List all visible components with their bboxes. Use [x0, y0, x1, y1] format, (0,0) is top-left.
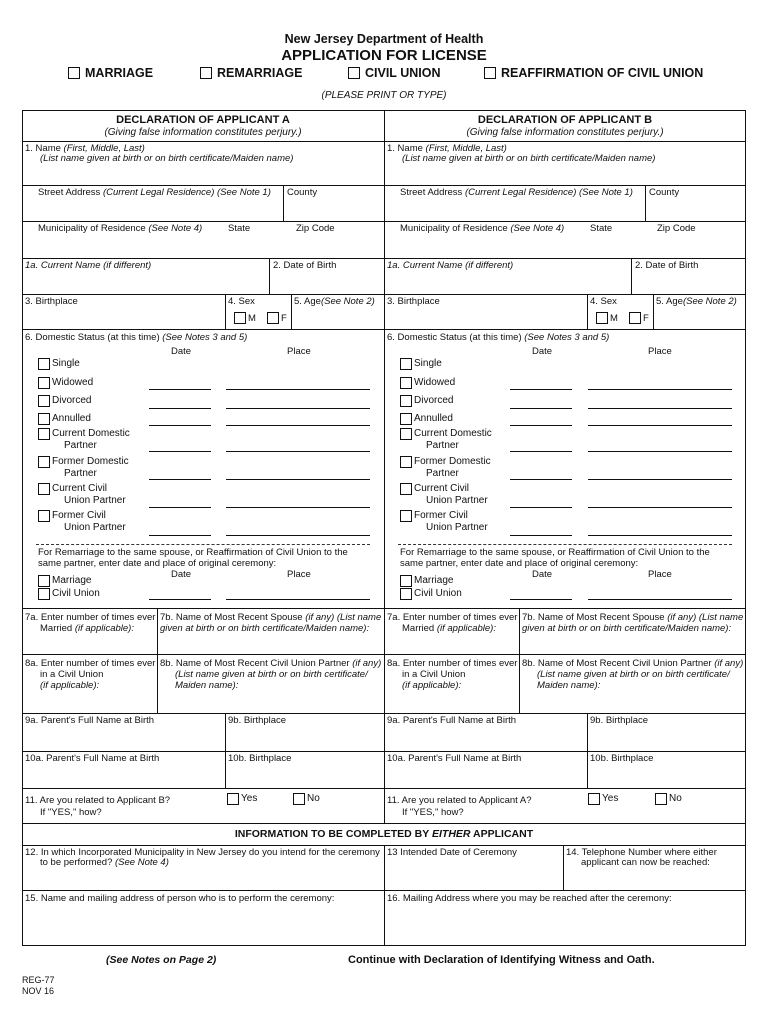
- a-status-checkbox[interactable]: [38, 483, 50, 495]
- b-status-checkbox[interactable]: [400, 377, 412, 389]
- a-status-annulled[interactable]: [38, 413, 91, 425]
- a-q7a-1: 7a. Enter number of times ever: [25, 612, 156, 623]
- b-remarriage-note2: same partner, enter date and place of original ceremony:: [400, 558, 639, 569]
- b-status-place-line[interactable]: [588, 408, 732, 409]
- a-q11-how: If "YES," how?: [40, 807, 102, 818]
- form-revision: NOV 16: [22, 986, 55, 996]
- a-rem-marriage[interactable]: [38, 575, 91, 587]
- sep: [587, 294, 588, 329]
- b-rem-place-line[interactable]: [588, 599, 732, 600]
- a-status-label: Current Civil Union Partner: [52, 483, 126, 506]
- b-q8b-3: Maiden name):: [537, 680, 601, 691]
- b-q10b-field[interactable]: 10b. Birthplace: [590, 753, 654, 764]
- a-municipality-label: Municipality of Residence: [38, 223, 149, 234]
- b-street-label: Street Address: [400, 187, 465, 198]
- a-remarriage-note2: same partner, enter date and place of original ceremony:: [38, 558, 277, 569]
- a-status-label: Former Civil Union Partner: [52, 510, 126, 533]
- b-rem-date-line[interactable]: [510, 599, 572, 600]
- applicant-a-title: DECLARATION OF APPLICANT A: [116, 114, 290, 126]
- b-rem-marriage[interactable]: [400, 575, 453, 587]
- a-county-field[interactable]: County: [287, 187, 318, 198]
- b-q7a-1: 7a. Enter number of times ever: [387, 612, 518, 623]
- form-title: APPLICATION FOR LICENSE: [281, 47, 487, 64]
- a-status-place-line[interactable]: [226, 507, 370, 508]
- b-rem-place-header: Place: [648, 569, 672, 580]
- a-status-checkbox[interactable]: [38, 377, 50, 389]
- b-domestic-label: [387, 332, 609, 343]
- a-age-field[interactable]: [294, 296, 375, 307]
- b-status-label: Divorced: [414, 395, 454, 406]
- a-domestic-text: 6. Domestic Status (at this time): [25, 332, 163, 343]
- b-rem-date-header: Date: [532, 569, 553, 580]
- b-q8b-1: [522, 658, 743, 669]
- b-sex-m[interactable]: [596, 312, 618, 324]
- b-rem-civil-label: Civil Union: [414, 588, 462, 599]
- a-rem-place-line[interactable]: [226, 599, 370, 600]
- b-status-annulled[interactable]: [400, 413, 453, 425]
- a-status-date-line[interactable]: [149, 507, 211, 508]
- b-q11-yes-label: Yes: [602, 793, 619, 804]
- b-q8b-2: (List name given at birth or on birth certificate/: [537, 669, 730, 680]
- sep: [519, 608, 520, 713]
- a-status-single[interactable]: [38, 358, 80, 370]
- rule: [22, 221, 746, 222]
- a-status-place-line[interactable]: [226, 535, 370, 536]
- b-sex-f-label: F: [643, 312, 649, 324]
- a-state-field[interactable]: State: [228, 223, 251, 234]
- b-status-checkbox[interactable]: [400, 395, 412, 407]
- a-status-label: Former Domestic Partner: [52, 456, 129, 479]
- rule: [22, 890, 746, 891]
- a-rem-date-line[interactable]: [149, 599, 211, 600]
- continue-note: Continue with Declaration of Identifying Witness and Oath.: [348, 954, 655, 966]
- b-sex-label: 4. Sex: [590, 296, 617, 307]
- a-rem-civil-label: Civil Union: [52, 588, 100, 599]
- b-name-hint2: (List name given at birth or on birth certificate/Maiden name): [402, 153, 656, 164]
- a-q8a-2: in a Civil Union: [40, 669, 104, 680]
- a-rem-place-header: Place: [287, 569, 311, 580]
- b-street-field[interactable]: [400, 187, 633, 198]
- either-section-title: [22, 828, 746, 840]
- b-sex-f-checkbox[interactable]: [629, 312, 641, 324]
- q12-field[interactable]: 12. In which Incorporated Municipality in New Jersey do you intend for the ceremony: [25, 847, 380, 858]
- b-street-hint: (Current Legal Residence) (See Note 1): [464, 187, 633, 198]
- a-sex-f[interactable]: [267, 312, 287, 324]
- b-name-label: 1. Name: [387, 143, 426, 154]
- b-q11-yes-checkbox[interactable]: [588, 793, 600, 805]
- b-zip-field[interactable]: Zip Code: [657, 223, 696, 234]
- b-name-hint: (First, Middle, Last): [425, 143, 507, 154]
- type-marriage-label: MARRIAGE: [85, 66, 154, 80]
- a-q9a-field[interactable]: 9a. Parent's Full Name at Birth: [25, 715, 155, 726]
- b-status-former-domestic[interactable]: [400, 456, 491, 480]
- b-status-single[interactable]: [400, 358, 442, 370]
- a-status-checkbox[interactable]: [38, 358, 50, 370]
- b-sex-f[interactable]: [629, 312, 649, 324]
- a-q7b-1-hint: (if any) (List name: [305, 612, 382, 623]
- a-status-label: Widowed: [52, 377, 94, 388]
- a-q7a-2-text: Married: [40, 623, 75, 634]
- a-q8b-3: Maiden name):: [175, 680, 239, 691]
- a-status-widowed[interactable]: [38, 377, 93, 389]
- a-status-date-line[interactable]: [149, 389, 211, 390]
- a-street-label: Street Address: [38, 187, 103, 198]
- sep: [631, 258, 632, 294]
- a-place-header: Place: [287, 346, 311, 357]
- a-q10b-field[interactable]: 10b. Birthplace: [228, 753, 292, 764]
- b-q7b-1-hint: (if any) (List name: [667, 612, 744, 623]
- notes-reference: (See Notes on Page 2): [106, 954, 217, 966]
- b-status-place-line[interactable]: [588, 425, 732, 426]
- q16-field[interactable]: 16. Mailing Address where you may be reached after the ceremony:: [387, 893, 672, 904]
- a-name-label: 1. Name: [25, 143, 64, 154]
- a-rem-marriage-label: Marriage: [52, 575, 92, 586]
- a-dashed-divider: [36, 544, 370, 545]
- a-name-hint2: (List name given at birth or on birth certificate/Maiden name): [40, 153, 294, 164]
- rule: [22, 185, 746, 186]
- print-note: (PLEASE PRINT OR TYPE): [321, 90, 447, 101]
- sep: [225, 294, 226, 329]
- b-status-place-line[interactable]: [588, 389, 732, 390]
- a-status-checkbox[interactable]: [38, 413, 50, 425]
- a-status-date-line[interactable]: [149, 451, 211, 452]
- a-status-place-line[interactable]: [226, 479, 370, 480]
- sep: [157, 608, 158, 713]
- a-sex-f-label: F: [281, 312, 287, 324]
- b-place-header: Place: [648, 346, 672, 357]
- b-status-label: Former Domestic Partner: [414, 456, 491, 479]
- q12-line2: [40, 857, 169, 868]
- b-q8a-3: (if applicable):: [402, 680, 462, 691]
- type-remarriage[interactable]: [200, 66, 302, 80]
- a-q11-no-checkbox[interactable]: [293, 793, 305, 805]
- b-status-divorced[interactable]: [400, 395, 453, 407]
- a-q8b-1-hint: (if any): [352, 658, 382, 669]
- a-municipality-field[interactable]: [38, 223, 202, 234]
- b-county-field[interactable]: County: [649, 187, 680, 198]
- b-status-date-line[interactable]: [510, 535, 572, 536]
- a-sex-f-checkbox[interactable]: [267, 312, 279, 324]
- a-q11: 11. Are you related to Applicant B?: [25, 795, 171, 806]
- b-date-header: Date: [532, 346, 553, 357]
- a-status-former-domestic[interactable]: [38, 456, 129, 480]
- b-status-label: Former Civil Union Partner: [414, 510, 488, 533]
- a-status-place-line[interactable]: [226, 389, 370, 390]
- type-civil-union-label: CIVIL UNION: [365, 66, 441, 80]
- applicant-b-perjury: (Giving false information constitutes perjury.): [466, 127, 664, 138]
- a-q7a-2-hint: (if applicable):: [74, 623, 134, 634]
- b-status-date-line[interactable]: [510, 479, 572, 480]
- b-status-place-line[interactable]: [588, 535, 732, 536]
- b-q9a-field[interactable]: 9a. Parent's Full Name at Birth: [387, 715, 517, 726]
- either-title-pre: INFORMATION TO BE COMPLETED BY: [234, 828, 433, 840]
- b-q8b-1-hint: (if any): [714, 658, 744, 669]
- a-status-checkbox[interactable]: [38, 395, 50, 407]
- a-q7b-1-text: 7b. Name of Most Recent Spouse: [160, 612, 306, 623]
- b-status-date-line[interactable]: [510, 389, 572, 390]
- either-title-post: APPLICANT: [470, 828, 534, 840]
- a-status-checkbox[interactable]: [38, 428, 50, 440]
- rule: [22, 713, 746, 714]
- rule: [22, 751, 746, 752]
- b-status-label: Current Domestic Partner: [414, 428, 492, 451]
- a-status-date-line[interactable]: [149, 408, 211, 409]
- b-q7a-2: [402, 623, 496, 634]
- b-status-checkbox[interactable]: [400, 428, 412, 440]
- a-status-checkbox[interactable]: [38, 456, 50, 468]
- b-age-label: 5. Age: [656, 296, 683, 307]
- rule: [22, 788, 746, 789]
- b-status-date-line[interactable]: [510, 425, 572, 426]
- a-q9b-field[interactable]: 9b. Birthplace: [228, 715, 287, 726]
- b-sex-m-label: M: [610, 312, 618, 324]
- b-q7a-2-hint: (if applicable):: [436, 623, 496, 634]
- b-q7a-2-text: Married: [402, 623, 437, 634]
- rule: [22, 654, 746, 655]
- a-status-former-civil[interactable]: [38, 510, 126, 534]
- rule: [22, 294, 746, 295]
- sep: [653, 294, 654, 329]
- sep: [283, 185, 284, 221]
- b-q8a-2: in a Civil Union: [402, 669, 466, 680]
- a-sex-label: 4. Sex: [228, 296, 255, 307]
- b-rem-marriage-label: Marriage: [414, 575, 454, 586]
- marriage-checkbox[interactable]: [68, 67, 80, 79]
- type-marriage[interactable]: [68, 66, 153, 80]
- a-domestic-label: [25, 332, 247, 343]
- b-q8b-1-text: 8b. Name of Most Recent Civil Union Partner: [522, 658, 715, 669]
- b-remarriage-note1: For Remarriage to the same spouse, or Reaffirmation of Civil Union to the: [400, 547, 710, 558]
- a-status-divorced[interactable]: [38, 395, 91, 407]
- b-status-former-civil[interactable]: [400, 510, 488, 534]
- b-q9b-field[interactable]: 9b. Birthplace: [590, 715, 649, 726]
- b-sex-m-checkbox[interactable]: [596, 312, 608, 324]
- reaffirmation-checkbox[interactable]: [484, 67, 496, 79]
- a-q11-yes[interactable]: [227, 793, 257, 805]
- rule: [22, 329, 746, 330]
- b-status-date-line[interactable]: [510, 451, 572, 452]
- b-q11-no[interactable]: [655, 793, 682, 805]
- b-q7b-2: given at birth or on birth certificate/Maiden name):: [522, 623, 732, 634]
- b-q11-no-label: No: [669, 793, 682, 804]
- b-rem-civil[interactable]: [400, 588, 462, 600]
- a-status-place-line[interactable]: [226, 425, 370, 426]
- sep: [563, 845, 564, 890]
- b-status-label: Widowed: [414, 377, 456, 388]
- a-current-name-field[interactable]: 1a. Current Name (if different): [25, 260, 152, 271]
- a-sex-m-checkbox[interactable]: [234, 312, 246, 324]
- remarriage-checkbox[interactable]: [200, 67, 212, 79]
- a-status-checkbox[interactable]: [38, 510, 50, 522]
- a-q11-no[interactable]: [293, 793, 320, 805]
- b-q11-yes[interactable]: [588, 793, 618, 805]
- a-status-label: Annulled: [52, 413, 91, 424]
- a-status-date-line[interactable]: [149, 479, 211, 480]
- b-age-field[interactable]: [656, 296, 737, 307]
- applicant-a-perjury: (Giving false information constitutes perjury.): [104, 127, 302, 138]
- type-reaffirmation[interactable]: [484, 66, 703, 80]
- sep: [291, 294, 292, 329]
- a-birthplace-field[interactable]: 3. Birthplace: [25, 296, 78, 307]
- b-status-date-line[interactable]: [510, 408, 572, 409]
- sep: [587, 713, 588, 788]
- b-dashed-divider: [398, 544, 732, 545]
- rule: [22, 823, 746, 824]
- a-q10a-field[interactable]: 10a. Parent's Full Name at Birth: [25, 753, 160, 764]
- a-domestic-hint: (See Notes 3 and 5): [162, 332, 248, 343]
- center-divider-lower: [384, 845, 385, 946]
- a-status-place-line[interactable]: [226, 451, 370, 452]
- b-birthplace-field[interactable]: 3. Birthplace: [387, 296, 440, 307]
- a-q7b-2: given at birth or on birth certificate/Maiden name):: [160, 623, 370, 634]
- a-q8b-1-text: 8b. Name of Most Recent Civil Union Partner: [160, 658, 353, 669]
- a-q8b-1: [160, 658, 381, 669]
- a-municipality-hint: (See Note 4): [148, 223, 203, 234]
- center-divider: [384, 110, 385, 823]
- a-q8a-1: 8a. Enter number of times ever: [25, 658, 156, 669]
- applicant-b-title: DECLARATION OF APPLICANT B: [477, 114, 653, 126]
- b-status-checkbox[interactable]: [400, 413, 412, 425]
- a-q11-yes-checkbox[interactable]: [227, 793, 239, 805]
- b-status-current-domestic[interactable]: [400, 428, 492, 452]
- a-q11-yes-label: Yes: [241, 793, 258, 804]
- a-zip-field[interactable]: Zip Code: [296, 223, 335, 234]
- b-q7b-1-text: 7b. Name of Most Recent Spouse: [522, 612, 668, 623]
- sep: [269, 258, 270, 294]
- a-dob-field[interactable]: 2. Date of Birth: [273, 260, 337, 271]
- b-current-name-field[interactable]: 1a. Current Name (if different): [387, 260, 514, 271]
- b-rem-marriage-checkbox[interactable]: [400, 575, 412, 587]
- b-status-widowed[interactable]: [400, 377, 455, 389]
- sep: [225, 713, 226, 788]
- b-municipality-field[interactable]: [400, 223, 564, 234]
- b-status-place-line[interactable]: [588, 451, 732, 452]
- a-status-current-domestic[interactable]: [38, 428, 130, 452]
- b-status-date-line[interactable]: [510, 507, 572, 508]
- q12-hint: (See Note 4): [115, 857, 169, 868]
- b-domestic-hint: (See Notes 3 and 5): [524, 332, 610, 343]
- type-remarriage-label: REMARRIAGE: [217, 66, 303, 80]
- a-sex-m-label: M: [248, 312, 256, 324]
- q14-line2: applicant can now be reached:: [581, 857, 710, 868]
- b-status-label: Current Civil Union Partner: [414, 483, 488, 506]
- q15-field[interactable]: 15. Name and mailing address of person who is to perform the ceremony:: [25, 893, 335, 904]
- rule: [22, 141, 746, 142]
- sep: [645, 185, 646, 221]
- q12-line2-text: to be performed?: [40, 857, 115, 868]
- a-age-hint: (See Note 2): [320, 296, 375, 307]
- a-rem-civil-checkbox[interactable]: [38, 588, 50, 600]
- b-age-hint: (See Note 2): [682, 296, 737, 307]
- b-status-label: Single: [414, 358, 442, 369]
- a-sex-m[interactable]: [234, 312, 256, 324]
- b-q11-how: If "YES," how?: [402, 807, 464, 818]
- q14-field[interactable]: 14. Telephone Number where either: [566, 847, 717, 858]
- b-status-current-civil[interactable]: [400, 483, 488, 507]
- a-status-label: Divorced: [52, 395, 92, 406]
- b-status-place-line[interactable]: [588, 479, 732, 480]
- a-status-current-civil[interactable]: [38, 483, 126, 507]
- b-q8a-1: 8a. Enter number of times ever: [387, 658, 518, 669]
- a-rem-civil[interactable]: [38, 588, 100, 600]
- b-status-checkbox[interactable]: [400, 456, 412, 468]
- a-status-place-line[interactable]: [226, 408, 370, 409]
- b-status-checkbox[interactable]: [400, 483, 412, 495]
- b-q10a-field[interactable]: 10a. Parent's Full Name at Birth: [387, 753, 522, 764]
- b-status-checkbox[interactable]: [400, 358, 412, 370]
- a-street-hint: (Current Legal Residence) (See Note 1): [102, 187, 271, 198]
- a-rem-marriage-checkbox[interactable]: [38, 575, 50, 587]
- a-name-hint: (First, Middle, Last): [63, 143, 145, 154]
- a-rem-date-header: Date: [171, 569, 192, 580]
- a-status-date-line[interactable]: [149, 425, 211, 426]
- b-rem-civil-checkbox[interactable]: [400, 588, 412, 600]
- b-q7b-1: [522, 612, 743, 623]
- a-age-label: 5. Age: [294, 296, 321, 307]
- b-municipality-label: Municipality of Residence: [400, 223, 511, 234]
- a-q7b-1: [160, 612, 381, 623]
- b-dob-field[interactable]: 2. Date of Birth: [635, 260, 699, 271]
- a-remarriage-note1: For Remarriage to the same spouse, or Reaffirmation of Civil Union to the: [38, 547, 348, 558]
- type-civil-union[interactable]: [348, 66, 440, 80]
- b-municipality-hint: (See Note 4): [510, 223, 565, 234]
- either-title-emphasis: EITHER: [432, 828, 471, 840]
- b-state-field[interactable]: State: [590, 223, 613, 234]
- agency-name: New Jersey Department of Health: [284, 32, 484, 46]
- form-id: REG-77: [22, 975, 55, 985]
- a-q8b-2: (List name given at birth or on birth certificate/: [175, 669, 368, 680]
- b-q11-no-checkbox[interactable]: [655, 793, 667, 805]
- type-reaffirmation-label: REAFFIRMATION OF CIVIL UNION: [501, 66, 704, 80]
- a-status-date-line[interactable]: [149, 535, 211, 536]
- a-street-field[interactable]: [38, 187, 271, 198]
- rule: [22, 608, 746, 609]
- b-domestic-text: 6. Domestic Status (at this time): [387, 332, 525, 343]
- a-q7a-2: [40, 623, 134, 634]
- b-status-label: Annulled: [414, 413, 453, 424]
- a-status-label: Current Domestic Partner: [52, 428, 130, 451]
- civil-union-checkbox[interactable]: [348, 67, 360, 79]
- a-date-header: Date: [171, 346, 192, 357]
- b-q11: 11. Are you related to Applicant A?: [387, 795, 532, 806]
- rule: [22, 258, 746, 259]
- rule: [22, 845, 746, 846]
- a-q8a-3: (if applicable):: [40, 680, 100, 691]
- b-status-checkbox[interactable]: [400, 510, 412, 522]
- a-status-label: Single: [52, 358, 80, 369]
- b-status-place-line[interactable]: [588, 507, 732, 508]
- a-q11-no-label: No: [307, 793, 320, 804]
- q13-field[interactable]: 13 Intended Date of Ceremony: [387, 847, 517, 858]
